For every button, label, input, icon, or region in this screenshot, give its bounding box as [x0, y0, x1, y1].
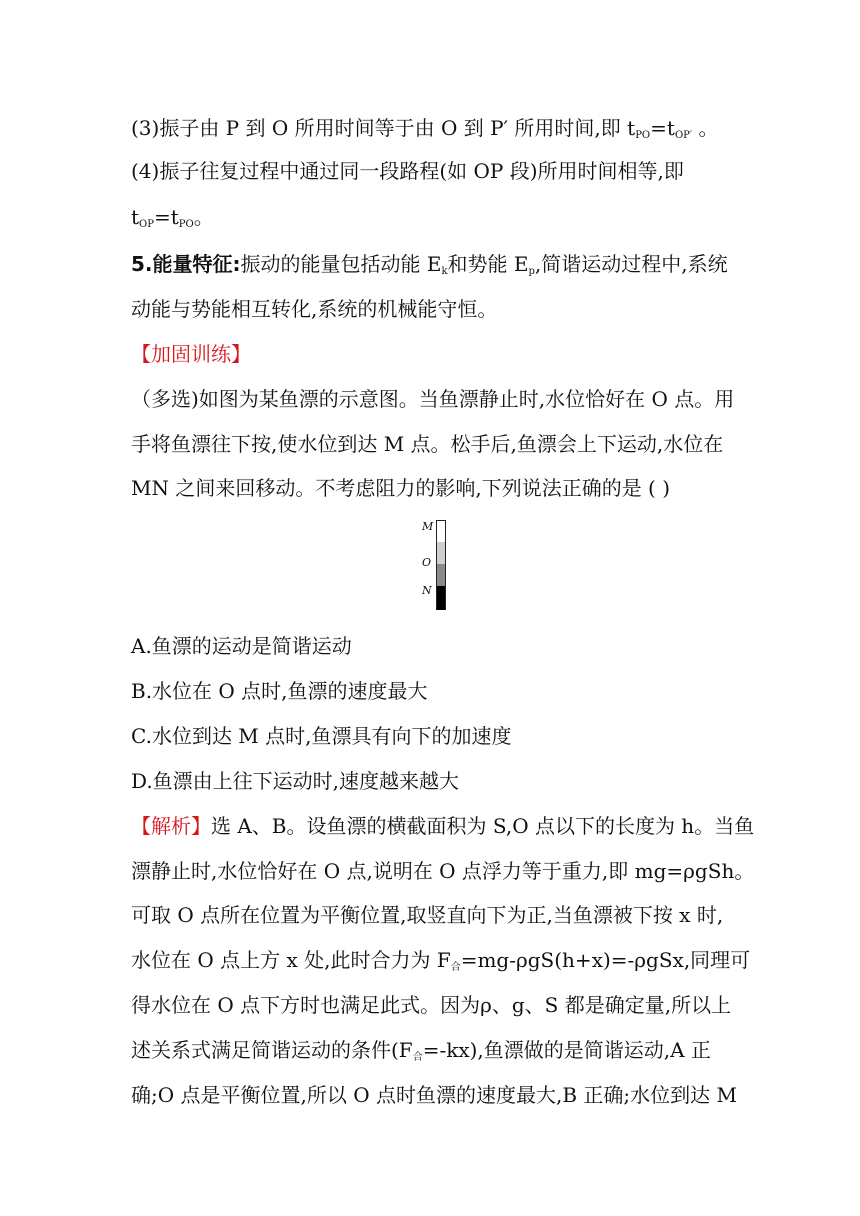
subscript: p [528, 266, 535, 277]
text: (3)振子由 P 到 O 所用时间等于由 O 到 P′ 所用时间,即 t [131, 116, 636, 140]
question-line-1: （多选)如图为某鱼漂的示意图。当鱼漂静止时,水位恰好在 O 点。用 [131, 387, 735, 411]
subscript: 合 [450, 962, 461, 973]
solution-line-7: 确;O 点是平衡位置,所以 O 点时鱼漂的速度最大,B 正确;水位到达 M [131, 1083, 737, 1107]
label-m: M [422, 520, 434, 533]
option-b: B.水位在 O 点时,鱼漂的速度最大 [131, 679, 428, 703]
text: 选 A、B。设鱼漂的横截面积为 S,O 点以下的长度为 h。当鱼 [211, 814, 755, 838]
solution-line-1 [131, 812, 754, 840]
text: =-kx),鱼漂做的是简谐运动,A 正 [422, 1038, 711, 1062]
text: t [131, 205, 140, 229]
option-d: D.鱼漂由上往下运动时,速度越来越大 [131, 769, 460, 793]
subscript: k [441, 266, 448, 277]
question-line-2: 手将鱼漂往下按,使水位到达 M 点。松手后,鱼漂会上下运动,水位在 [131, 432, 724, 456]
solution-line-3: 可取 O 点所在位置为平衡位置,取竖直向下为正,当鱼漂被下按 x 时, [131, 903, 724, 927]
option-c: C.水位到达 M 点时,鱼漂具有向下的加速度 [131, 724, 512, 748]
float-upper-segment [436, 542, 446, 564]
fishing-float-figure [418, 518, 458, 614]
text: 。 [692, 116, 719, 140]
subscript: 合 [412, 1052, 423, 1063]
text: 和势能 E [447, 252, 529, 276]
question-line-3: MN 之间来回移动。不考虑阻力的影响,下列说法正确的是 ( ) [131, 476, 671, 500]
label-o: O [422, 556, 432, 569]
solution-tag: 【解析】 [131, 814, 211, 838]
solution-line-5: 得水位在 O 点下方时也满足此式。因为ρ、g、S 都是确定量,所以上 [131, 993, 732, 1017]
section-heading: 5.能量特征: [131, 252, 241, 276]
line-4 [131, 250, 728, 286]
reinforce-heading: 【加固训练】 [131, 342, 251, 366]
text: ,简谐运动过程中,系统 [534, 252, 728, 276]
solution-line-4 [131, 946, 750, 982]
text: 述关系式满足简谐运动的条件(F [131, 1038, 413, 1062]
text: =t [153, 205, 179, 229]
solution-line-6 [131, 1036, 711, 1072]
label-n: N [422, 584, 432, 597]
subscript: PO [178, 219, 194, 230]
text: =mg-ρgS(h+x)=-ρgSx,同理可 [460, 948, 751, 972]
text: 。 [193, 205, 214, 229]
text: =t [650, 116, 675, 140]
float-lower-segment [436, 564, 446, 586]
subscript: OP [139, 219, 154, 230]
text: 振动的能量包括动能 E [240, 252, 442, 276]
solution-line-2: 漂静止时,水位恰好在 O 点,说明在 O 点浮力等于重力,即 mg=ρgSh。 [131, 859, 755, 883]
line-2: (4)振子往复过程中通过同一段路程(如 OP 段)所用时间相等,即 [131, 159, 684, 183]
option-a: A.鱼漂的运动是简谐运动 [131, 634, 352, 658]
float-top-segment [436, 520, 446, 542]
line-5: 动能与势能相互转化,系统的机械能守恒。 [131, 297, 498, 321]
line-3 [131, 203, 214, 239]
text: 水位在 O 点上方 x 处,此时合力为 F [131, 948, 451, 972]
line-1 [131, 114, 719, 150]
subscript: PO [635, 130, 651, 141]
float-bottom-segment [436, 586, 446, 610]
subscript: OP′ [674, 130, 693, 141]
